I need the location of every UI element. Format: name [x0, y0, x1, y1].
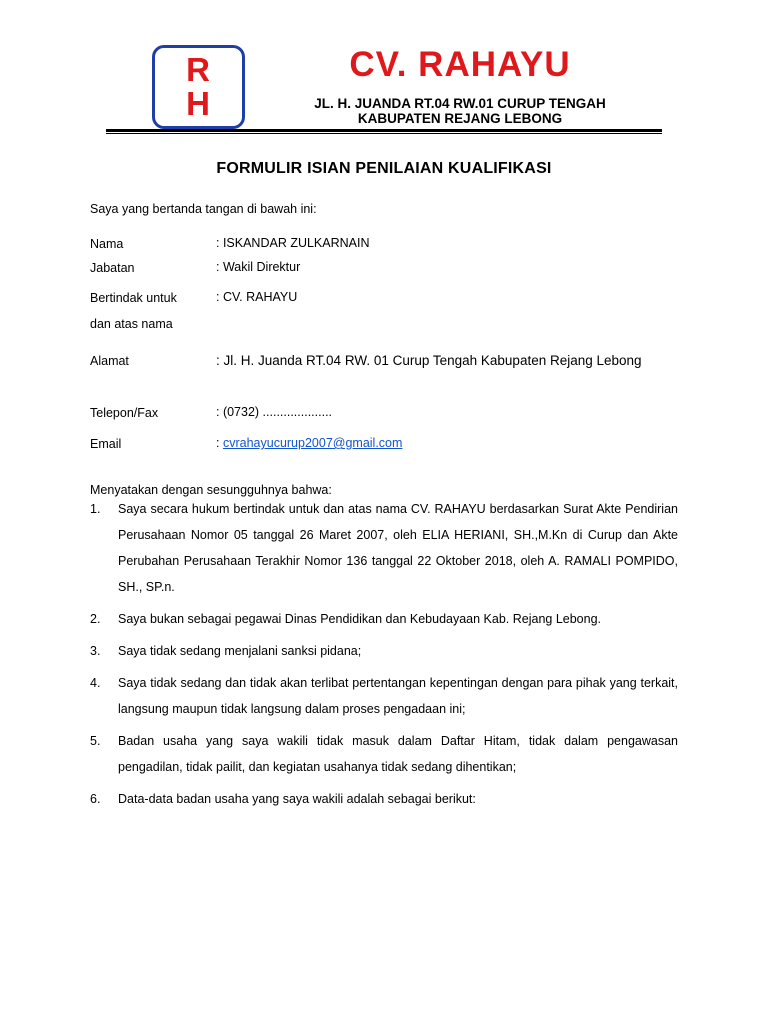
list-item-text: Saya bukan sebagai pegawai Dinas Pendidikan dan Kebudayaan Kab. Rejang Lebong.: [118, 612, 602, 626]
email-colon: :: [216, 436, 220, 450]
statement-text: Menyatakan dengan sesungguhnya bahwa:: [90, 483, 332, 497]
list-item-text: Badan usaha yang saya wakili tidak masuk dalam Daftar Hitam, tidak dalam pengawasan pengadilan, tidak pailit, dan kegiatan usahanya tidak sedang dihentikan;: [118, 734, 678, 774]
statement-list: [90, 496, 678, 818]
list-item: [90, 670, 678, 722]
list-item-number: 5.: [90, 734, 101, 748]
list-item-number: 1.: [90, 502, 101, 516]
list-item: [90, 728, 678, 780]
list-item-number: 2.: [90, 612, 101, 626]
telepon-label: Telepon/Fax: [90, 406, 159, 420]
jabatan-value: : Wakil Direktur: [216, 260, 301, 274]
list-item: [90, 786, 678, 812]
email-link[interactable]: cvrahayucurup2007@gmail.com: [222, 436, 403, 450]
company-logo: [152, 45, 245, 129]
address-line-1: JL. H. JUANDA RT.04 RW.01 CURUP TENGAH: [314, 96, 606, 111]
list-item: [90, 606, 678, 632]
document-title: FORMULIR ISIAN PENILAIAN KUALIFIKASI: [216, 160, 552, 177]
logo-letter-r: R: [186, 51, 211, 88]
alamat-value: : Jl. H. Juanda RT.04 RW. 01 Curup Tengah Kabupaten Rejang Lebong: [216, 353, 642, 368]
company-name: CV. RAHAYU: [349, 45, 571, 84]
telepon-value: : (0732) ....................: [216, 405, 333, 419]
nama-label: Nama: [90, 237, 124, 251]
intro-text: Saya yang bertanda tangan di bawah ini:: [90, 202, 317, 216]
nama-value: : ISKANDAR ZULKARNAIN: [216, 236, 370, 250]
list-item-text: Saya tidak sedang menjalani sanksi pidana;: [118, 644, 362, 658]
logo-letter-h: H: [186, 85, 211, 122]
address-line-2: KABUPATEN REJANG LEBONG: [357, 111, 563, 126]
list-item: [90, 496, 678, 600]
list-item-text: Saya tidak sedang dan tidak akan terlibat pertentangan kepentingan dengan para pihak yang terkait, langsung maupun tidak langsung dalam proses pengadaan ini;: [118, 676, 678, 716]
list-item: [90, 638, 678, 664]
bertindak-value: : CV. RAHAYU: [216, 290, 298, 304]
list-item-text: Data-data badan usaha yang saya wakili adalah sebagai berikut:: [118, 792, 476, 806]
company-address: [250, 96, 670, 126]
email-row: [216, 436, 402, 450]
email-label: Email: [90, 437, 122, 451]
list-item-number: 3.: [90, 644, 101, 658]
list-item-text: Saya secara hukum bertindak untuk dan atas nama CV. RAHAYU berdasarkan Surat Akte Pendirian Perusahaan Nomor 05 tanggal 26 Maret 2007, oleh ELIA HERIANI, SH.,M.Kn di Curup dan Akte Perubahan Perusahaan Terakhir Nomor 136 tanggal 22 Oktober 2018, oleh A. RAMALI POMPIDO, SH., SP.n.: [118, 502, 678, 594]
list-item-number: 4.: [90, 676, 101, 690]
bertindak-label-1: Bertindak untuk: [90, 291, 177, 305]
alamat-label: Alamat: [90, 354, 129, 368]
list-item-number: 6.: [90, 792, 101, 806]
jabatan-label: Jabatan: [90, 261, 135, 275]
header-divider-thick: [106, 129, 662, 132]
bertindak-label-2: dan atas nama: [90, 317, 173, 331]
header-divider-thin: [106, 133, 662, 134]
